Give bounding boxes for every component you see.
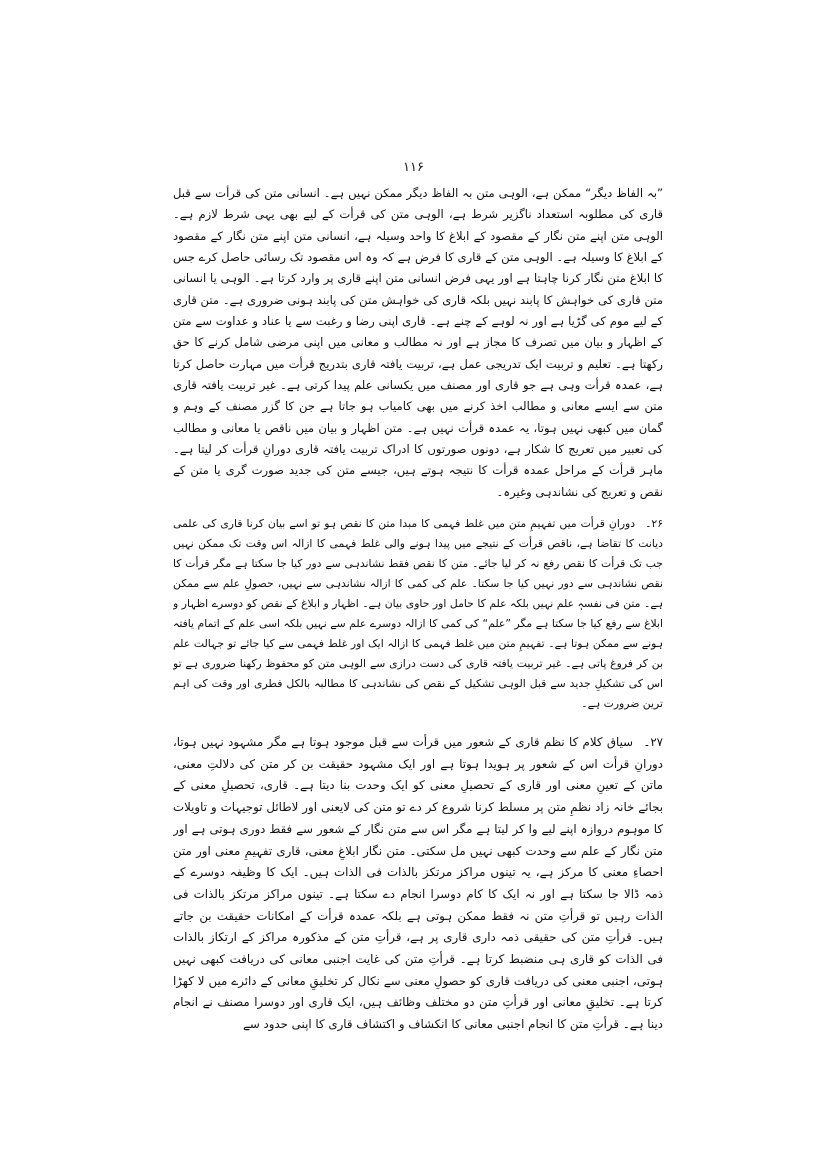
page-number: ۱۱۶ [403, 160, 424, 175]
paragraph-27 [173, 732, 663, 1036]
paragraph-26 [173, 514, 663, 714]
paragraph-text: ”بہ الفاظ دیگر“ ممکن ہے، الوہی متن بہ الفاظ دیگر ممکن نہیں ہے۔ انسانی متن کی قرأت سے قبل قاری کی مطلوبہ استعداد ناگزیر شرط ہے، الوہی متن کی قرأت کے لیے بھی یہی شرط لازم ہے۔ الوہی متن اپنے متن نگار کے مقصود کے ابلاغ کا واحد وسیلہ ہے، انسانی متن اپنے متن نگار کے مقصود کے ابلاغ کا وسیلہ ہے۔ الوہی متن کے قاری کا فرض ہے کہ وہ اس مقصود تک رسائی حاصل کرے جس کا ابلاغ متن نگار کرنا چاہتا ہے اور یہی فرض انسانی متن اپنے قاری پر وارد کرتا ہے۔ الوہی یا انسانی متن قاری کی خواہش کا پابند نہیں بلکہ قاری کی خواہش متن کی پابند ہونی ضروری ہے۔ متن قاری کے لیے موم کی گڑیا ہے اور نہ لوہے کے چنے ہے۔ قاری اپنی رضا و رغبت سے یا عناد و عداوت سے متن کے اظہار و بیان میں تصرف کا مجاز ہے اور نہ مطالب و معانی میں اپنی مرضی شامل کرنے کا حق رکھتا ہے۔ تعلیم و تربیت ایک تدریجی عمل ہے، تربیت یافتہ قاری بتدریج قرأت میں مہارت حاصل کرتا ہے، عمدہ قرأت وہی ہے جو قاری اور مصنف میں یکسانی علم پیدا کرتی ہے۔ غیر تربیت یافتہ قاری متن سے ایسے معانی و مطالب اخذ کرنے میں بھی کامیاب ہو جاتا ہے جن کا گزر مصنف کے وہم و گمان میں کبھی نہیں ہوتا، یہ عمدہ قرأت نہیں ہے۔ متن اظہار و بیان میں ناقص یا معانی و مطالب کی تعبیر میں تعریج کا شکار ہے، دونوں صورتوں کا ادراک تربیت یافتہ قاری دورانِ قرأت کر لیتا ہے۔ ماہر قرأت کے مراحل عمدہ قرأت کا نتیجہ ہوتے ہیں، جیسے متن کی جدید صورت گری یا متن کے نقص و تعریج کی نشاندہی وغیرہ۔ [173, 186, 663, 499]
paragraph-number: ۲۶۔ [645, 517, 663, 530]
paragraph-intro [173, 183, 663, 507]
paragraph-text: سیاق کلام کا نظم قاری کے شعور میں قرأت سے قبل موجود ہوتا ہے مگر مشہود نہیں ہوتا، دورانِ قرأت اس کے شعور پر ہویدا ہوتا ہے اور ایک مشہود حقیقت بن کر متن کی دلالتِ معنی، ماتن کے تعینِ معنی اور قاری کے تحصیلِ معنی کو ایک وحدت بنا دیتا ہے۔ قاری، تحصیلِ معنی کے بجائے خانہ زاد نظمِ متن پر مسلط کرنا شروع کر دے تو متن کی لایعنی اور لاطائل توجیہات و تاویلات کا موہوم دروازہ اپنے لیے وا کر لیتا ہے مگر اس سے متن نگار کے شعور سے فقط دوری ہوتی ہے اور متن نگار کے علم سے وحدت کبھی نہیں مل سکتی۔ متن نگار ابلاغِ معنی، قاری تفہیمِ معنی اور متن احصاءِ معنی کا مرکز ہے، یہ تینوں مراکز مرتکز بالذات فی الذات ہیں۔ ایک کا وظیفہ دوسرے کے ذمہ ڈالا جا سکتا ہے اور نہ ایک کا کام دوسرا انجام دے سکتا ہے۔ تینوں مراکز مرتکز بالذات فی الذات رہیں تو قرأتِ متن نہ فقط ممکن ہوتی ہے بلکہ عمدہ قرأت کے امکانات حقیقت بن جاتے ہیں۔ قرأتِ متن کی حقیقی ذمہ داری قاری پر ہے، قرأتِ متن کے مذکورہ مراکز کے ارتکاز بالذات فی الذات کو قاری ہی منضبط کرتا ہے۔ قرأتِ متن کی غایت اجنبی معانی کی دریافت کبھی نہیں ہوتی، اجنبی معنی کی دریافت قاری کو حصولِ معنی سے نکال کر تخلیقِ معانی کے دائرے میں لا کھڑا کرتا ہے۔ تخلیقِ معانی اور قرأتِ متن دو مختلف وظائف ہیں، ایک قاری اور دوسرا مصنف نے انجام دینا ہے۔ قرأتِ متن کا انجام اجنبی معانی کا انکشاف و اکتشاف قاری کا اپنی حدود سے [173, 735, 663, 1032]
paragraph-text: دورانِ قرأت میں تفہیمِ متن میں غلط فہمی کا مبدا متن کا نقص ہو تو اسے بیان کرنا قاری کی علمی دیانت کا تقاضا ہے، ناقص قرأت کے نتیجے میں پیدا ہونے والی غلط فہمی کا ازالہ اس وقت تک ممکن نہیں جب تک قرأت کا نقص رفع نہ کر لیا جائے۔ متن کا نقص فقط نشاندہی سے دور کیا جا سکتا ہے مگر قرأت کا نقص نشاندہی سے دور نہیں کیا جا سکتا۔ علم کی کمی کا ازالہ نشاندہی سے نہیں، حصولِ علم سے ممکن ہے۔ متن فی نفسہٖ علم نہیں بلکہ علم کا حامل اور حاوی بیان ہے۔ اظہار و ابلاغ کے نقص کو دوسرے اظہار و ابلاغ سے رفع کیا جا سکتا ہے مگر ”علم“ کی کمی کا ازالہ دوسرے علم سے نہیں بلکہ اسی علم کے اتمام یافتہ ہونے سے ممکن ہوتا ہے۔ تفہیمِ متن میں غلط فہمی کا ازالہ ایک اور غلط فہمی سے کیا جائے تو جہالت علم بن کر فروغ پاتی ہے۔ غیر تربیت یافتہ قاری کی دست درازی سے الوہی متن کو محفوظ رکھنا ضروری ہے تو اس کی تشکیلِ جدید سے قبل الوہی تشکیل کے نقص کی نشاندہی کا مطالبہ بالکل فطری اور وقت کی اہم ترین ضرورت ہے۔ [173, 517, 663, 710]
paragraph-number: ۲۷۔ [643, 735, 663, 749]
